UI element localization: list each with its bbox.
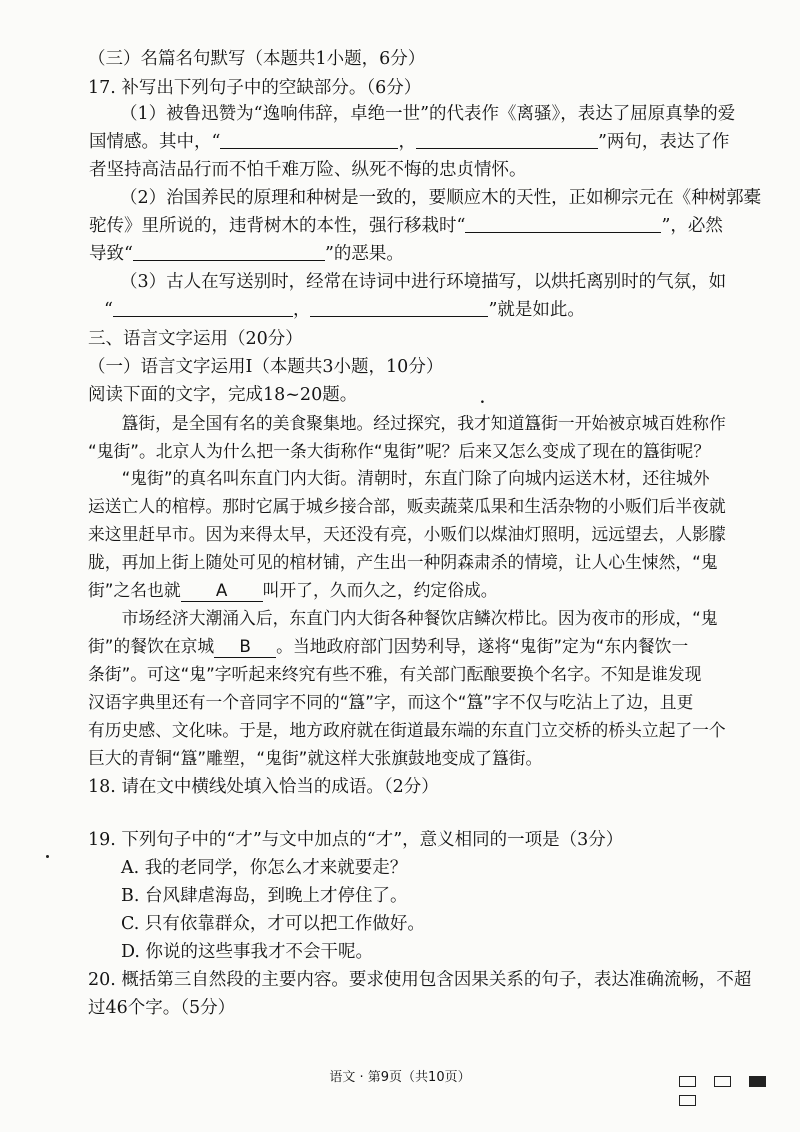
page-footer: 语文 · 第9页（共10页） xyxy=(329,1070,471,1085)
passage-p3-line6: 巨大的青铜“簋”雕塑，“鬼街”就这样大张旗鼓地变成了簋街。 xyxy=(88,748,543,768)
blank-a[interactable]: A xyxy=(181,579,263,602)
q17-item2-text-c: 导致“ xyxy=(89,244,133,264)
q19-option-d[interactable]: D. 你说的这些事我才不会干呢。 xyxy=(121,942,374,962)
q17-item2-text-a: 驼传》里所说的，违背树木的本性，强行移栽时“ xyxy=(89,216,466,236)
q17-item1-line1: （1）被鲁迅赞为“逸响伟辞，卓绝一世”的代表作《离骚》，表达了屈原真挚的爱 xyxy=(120,104,736,124)
q17-item3-text-a: “ xyxy=(104,300,113,320)
part3-heading: 三、语言文字运用（20分） xyxy=(88,329,303,349)
q19-title: 19. 下列句子中的“才”与文中加点的“才”，意义相同的一项是（3分） xyxy=(88,830,624,850)
passage-p3-line1: 市场经济大潮涌入后，东直门内大街各种餐饮店鳞次栉比。因为夜市的形成，“鬼 xyxy=(88,608,718,628)
page-marker-empty-3 xyxy=(679,1095,696,1106)
q19-option-b[interactable]: B. 台风肆虐海岛，到晚上才停住了。 xyxy=(121,886,408,906)
q17-item2-line1: （2）治国养民的原理和种树是一致的，要顺应木的天性，正如柳宗元在《种树郭橐 xyxy=(120,188,762,208)
section-1-heading: （一）语言文字运用Ⅰ（本题共3小题，10分） xyxy=(88,357,444,377)
page-marker-empty-2 xyxy=(714,1076,731,1087)
q17-item2-line2 xyxy=(89,213,800,239)
q17-blank-3[interactable] xyxy=(465,214,661,233)
page-marker-filled xyxy=(749,1076,766,1087)
q17-blank-4[interactable] xyxy=(133,242,325,261)
q17-blank-5[interactable] xyxy=(113,298,293,317)
page-marker-empty-1 xyxy=(679,1076,696,1087)
passage-p1-line1 xyxy=(88,410,800,436)
q17-item2-text-b: ”，必然 xyxy=(661,216,723,236)
q17-item1-line3: 者坚持高洁品行而不怕千难万险、纵死不悔的忠贞情怀。 xyxy=(89,160,527,180)
passage-p3-text-b: 。当地政府部门因势利导，遂将“鬼街”定为“东内餐饮一 xyxy=(276,636,689,656)
q17-item1-text-a: 国情感。其中，“ xyxy=(89,132,221,152)
passage-p1-text-b: 知道簋街一开始被京城百姓称作 xyxy=(490,413,726,433)
blank-b[interactable]: B xyxy=(214,635,276,658)
passage-p2-line2: 运送亡人的棺椁。那时它属于城乡接合部，贩卖蔬菜瓜果和生活杂物的小贩们后半夜就 xyxy=(88,496,726,516)
q17-item2-line3 xyxy=(89,241,800,267)
q17-item1-text-b: ， xyxy=(398,132,416,152)
q17-item3-line1: （3）古人在写送别时，经常在诗词中进行环境描写，以烘托离别时的气氛，如 xyxy=(120,272,727,292)
q18-text: 18. 请在文中横线处填入恰当的成语。（2分） xyxy=(88,777,439,797)
q19-option-c[interactable]: C. 只有依靠群众，才可以把工作做好。 xyxy=(121,914,425,934)
q17-item3-text-b: ， xyxy=(292,300,311,320)
passage-p3-line4: 汉语字典里还有一个音同字不同的“簋”字，而这个“簋”字不仅与吃沾上了边，且更 xyxy=(88,692,694,712)
q20-line2: 过46个字。（5分） xyxy=(88,998,236,1018)
section-3a-heading: （三）名篇名句默写（本题共1小题，6分） xyxy=(88,49,426,69)
passage-p1-text-a: 簋街，是全国有名的美食聚集地。经过探究，我 xyxy=(88,413,474,433)
q17-item1-text-c: ”两句，表达了作 xyxy=(597,132,730,152)
q19-option-a[interactable]: A. 我的老同学，你怎么才来就要走？ xyxy=(121,858,408,878)
q17-item1-line2 xyxy=(89,129,800,155)
passage-p2-text-b: 叫开了，久而久之，约定俗成。 xyxy=(262,580,498,600)
q17-item3-text-c: ”就是如此。 xyxy=(488,300,585,320)
passage-p2-line3: 来这里赶早市。因为来得太早，天还没有亮，小贩们以煤油灯照明，远远望去，人影朦 xyxy=(88,524,726,544)
q17-blank-1[interactable] xyxy=(220,130,398,149)
q18-answer-area[interactable] xyxy=(88,800,768,824)
passage-p1-line2: “鬼街”。北京人为什么把一条大街称作“鬼街”呢？后来又怎么变成了现在的簋街呢？ xyxy=(88,441,711,461)
passage-p2-line5 xyxy=(88,577,800,603)
page-position-markers xyxy=(679,1071,800,1109)
passage-p3-line5: 有历史感、文化味。于是，地方政府就在街道最东端的东直门立交桥的桥头立起了一个 xyxy=(88,720,726,740)
q17-item3-line2 xyxy=(104,297,800,323)
q20-line1: 20. 概括第三自然段的主要内容。要求使用包含因果关系的句子，表达准确流畅，不超 xyxy=(88,970,752,990)
q17-title: 17. 补写出下列句子中的空缺部分。（6分） xyxy=(88,78,422,98)
passage-p2-line4: 胧，再加上街上随处可见的棺材铺，产生出一种阴森肃杀的情境，让人心生悚然，“鬼 xyxy=(88,552,718,572)
reading-instruction: 阅读下面的文字，完成18~20题。 xyxy=(88,385,358,405)
dotted-char-cai: 才 xyxy=(473,413,491,433)
q17-blank-2[interactable] xyxy=(416,130,598,149)
q17-item2-text-d: ”的恶果。 xyxy=(324,244,404,264)
q17-blank-6[interactable] xyxy=(310,298,488,317)
stray-dot xyxy=(46,855,49,858)
passage-p3-text-a: 街”的餐饮在京城 xyxy=(88,636,215,656)
passage-p2-line1: “鬼街”的真名叫东直门内大街。清朝时，东直门除了向城内运送木材，还往城外 xyxy=(88,468,710,488)
passage-p3-line3: 条街”。可这“鬼”字听起来终究有些不雅，有关部门酝酿要换个名字。不知是谁发现 xyxy=(88,664,702,684)
passage-p2-text-a: 街”之名也就 xyxy=(88,580,181,600)
passage-p3-line2 xyxy=(88,633,800,659)
q20-answer-area[interactable] xyxy=(88,1024,768,1058)
